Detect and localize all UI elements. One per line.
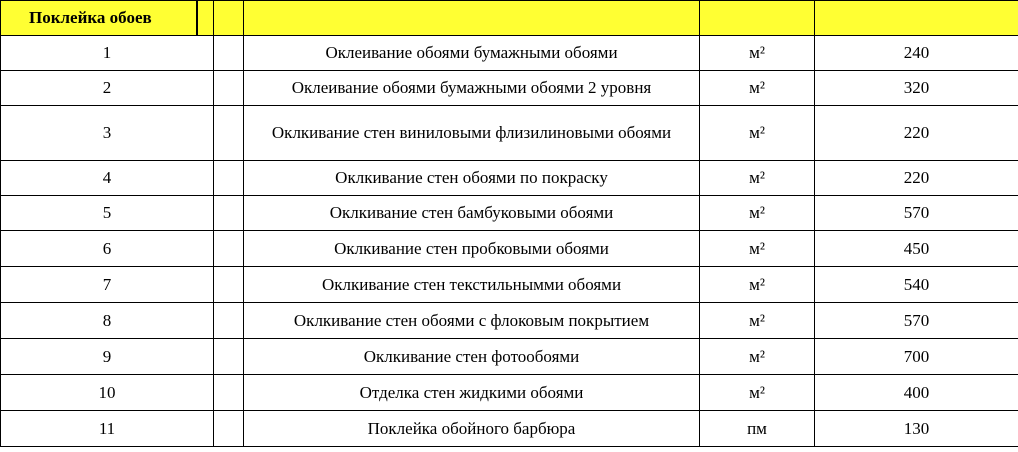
table-row <box>1 161 1018 196</box>
row-gap-cell <box>214 411 244 447</box>
service-name: Оклкивание стен пробковыми обоями <box>244 231 700 267</box>
table-row <box>1 71 1018 106</box>
service-name: Оклеивание обоями бумажными обоями <box>244 36 700 71</box>
row-gap-cell <box>214 196 244 231</box>
table-row <box>1 196 1018 231</box>
row-gap-cell <box>214 71 244 106</box>
row-number: 5 <box>1 196 214 231</box>
row-number: 9 <box>1 339 214 375</box>
service-name: Поклейка обойного барбюра <box>244 411 700 447</box>
service-name: Оклкивание стен обоями по покраску <box>244 161 700 196</box>
header-price-cell <box>815 1 1018 36</box>
header-name-cell <box>244 1 700 36</box>
row-number: 7 <box>1 267 214 303</box>
row-number: 10 <box>1 375 214 411</box>
unit-cell: м² <box>700 303 815 339</box>
header-gap-cell <box>214 1 244 36</box>
table-row <box>1 375 1018 411</box>
unit-cell: м² <box>700 36 815 71</box>
price-cell: 570 <box>815 196 1018 231</box>
row-gap-cell <box>214 161 244 196</box>
table-row <box>1 303 1018 339</box>
unit-cell: м² <box>700 106 815 161</box>
row-gap-cell <box>214 231 244 267</box>
table-row <box>1 231 1018 267</box>
unit-cell: м² <box>700 71 815 106</box>
unit-cell: м² <box>700 161 815 196</box>
service-name: Оклкивание стен фотообоями <box>244 339 700 375</box>
service-name: Оклкивание стен виниловыми флизилиновыми обоями <box>244 106 700 161</box>
price-cell: 320 <box>815 71 1018 106</box>
service-name: Отделка стен жидкими обоями <box>244 375 700 411</box>
table-row <box>1 267 1018 303</box>
service-name: Оклкивание стен текстильнымми обоями <box>244 267 700 303</box>
unit-cell: м² <box>700 196 815 231</box>
row-number: 11 <box>1 411 214 447</box>
row-number: 3 <box>1 106 214 161</box>
price-cell: 450 <box>815 231 1018 267</box>
price-cell: 540 <box>815 267 1018 303</box>
service-name: Оклкивание стен обоями с флоковым покрытием <box>244 303 700 339</box>
row-gap-cell <box>214 303 244 339</box>
service-name: Оклкивание стен бамбуковыми обоями <box>244 196 700 231</box>
header-narrow-cell <box>197 1 214 36</box>
table-row <box>1 339 1018 375</box>
unit-cell: м² <box>700 267 815 303</box>
row-number: 1 <box>1 36 214 71</box>
row-gap-cell <box>214 375 244 411</box>
price-cell: 240 <box>815 36 1018 71</box>
table-header-row <box>1 1 1018 36</box>
price-cell: 400 <box>815 375 1018 411</box>
section-title: Поклейка обоев <box>1 1 197 36</box>
table-row <box>1 36 1018 71</box>
unit-cell: пм <box>700 411 815 447</box>
unit-cell: м² <box>700 231 815 267</box>
row-number: 8 <box>1 303 214 339</box>
unit-cell: м² <box>700 339 815 375</box>
price-cell: 130 <box>815 411 1018 447</box>
price-cell: 220 <box>815 161 1018 196</box>
table-row <box>1 411 1018 447</box>
row-gap-cell <box>214 339 244 375</box>
row-gap-cell <box>214 36 244 71</box>
price-cell: 220 <box>815 106 1018 161</box>
price-cell: 570 <box>815 303 1018 339</box>
service-name: Оклеивание обоями бумажными обоями 2 уровня <box>244 71 700 106</box>
row-gap-cell <box>214 267 244 303</box>
row-number: 4 <box>1 161 214 196</box>
row-number: 2 <box>1 71 214 106</box>
row-number: 6 <box>1 231 214 267</box>
row-gap-cell <box>214 106 244 161</box>
table-row <box>1 106 1018 161</box>
unit-cell: м² <box>700 375 815 411</box>
header-unit-cell <box>700 1 815 36</box>
price-cell: 700 <box>815 339 1018 375</box>
